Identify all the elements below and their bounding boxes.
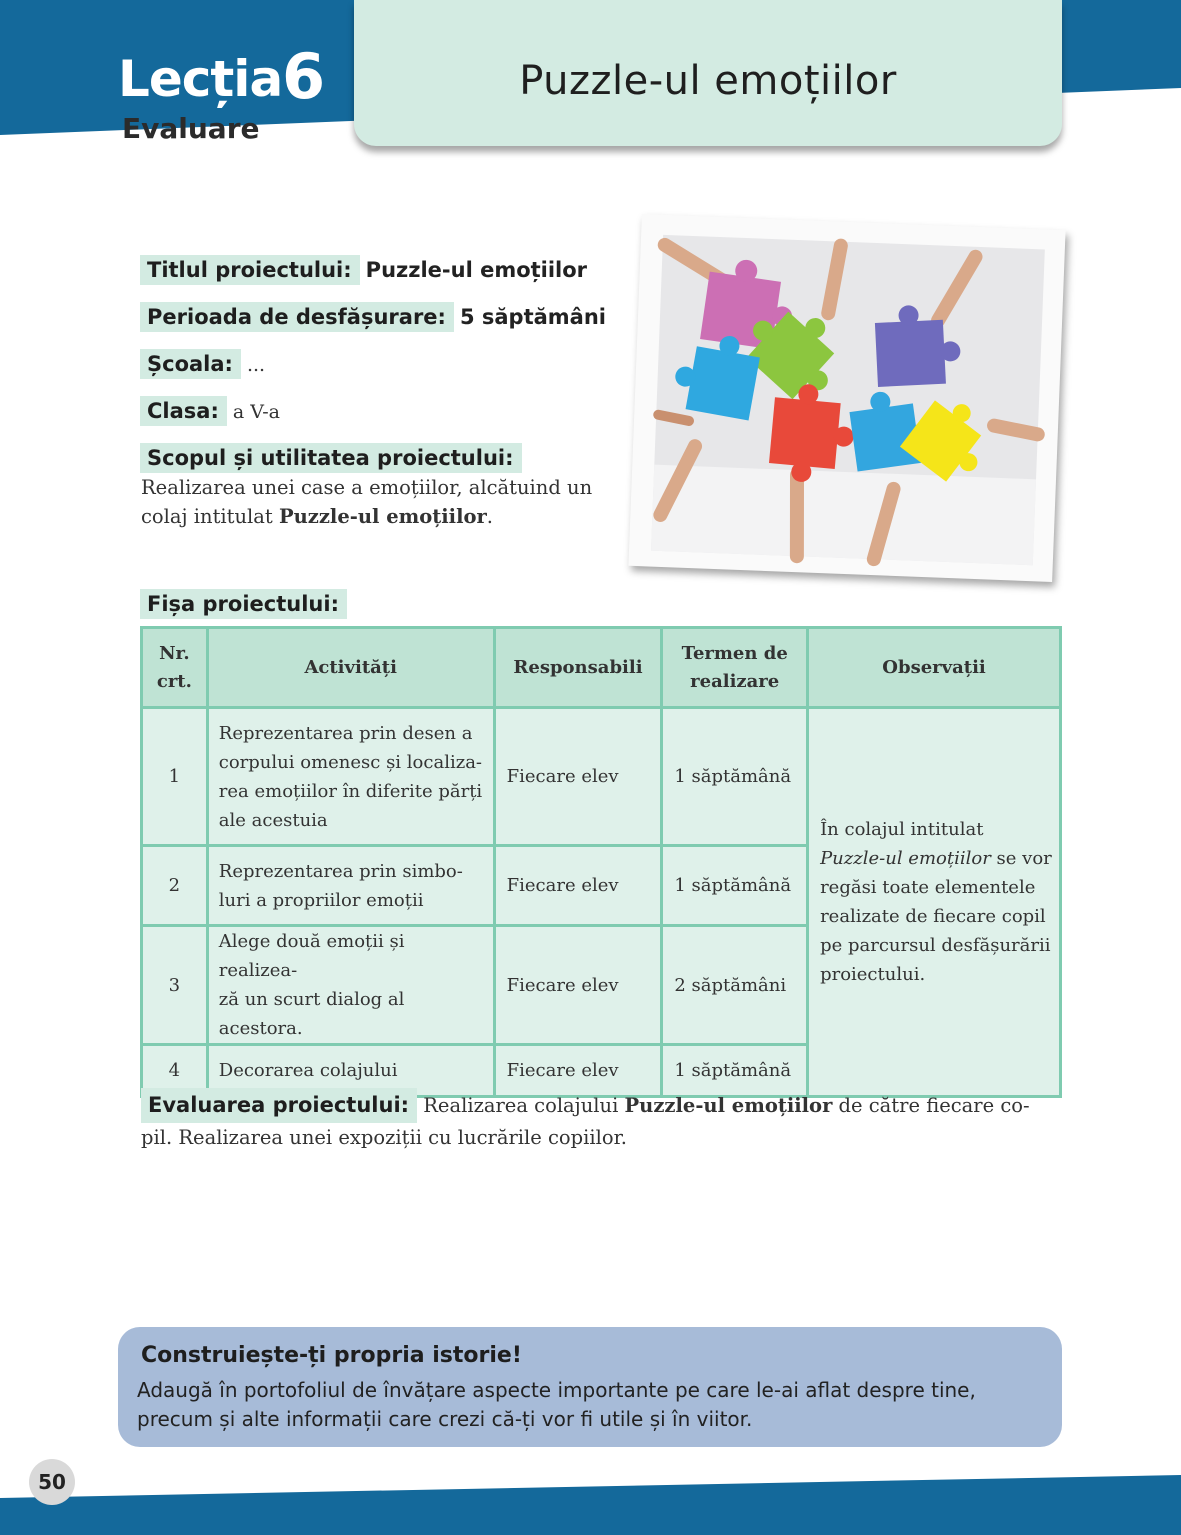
period-value: 5 săptămâni <box>459 305 606 329</box>
evaluation-paragraph <box>141 1088 1046 1152</box>
field-project-title <box>140 255 587 285</box>
history-box <box>118 1327 1062 1447</box>
row-nr: 3 <box>142 926 208 1045</box>
field-period <box>140 302 606 332</box>
footer-band <box>0 1470 1181 1535</box>
purpose-bold: Puzzle-ul emoțiilor <box>278 505 487 528</box>
header-observations: Observații <box>808 628 1061 708</box>
header-nr: Nr. crt. <box>142 628 208 708</box>
row-responsible: Fiecare elev <box>494 926 662 1045</box>
school-value: ... <box>246 354 266 376</box>
purpose-label: Scopul și utilitatea proiectului: <box>140 443 522 473</box>
row-nr: 4 <box>142 1045 208 1097</box>
header-responsible: Responsabili <box>494 628 662 708</box>
table-header-row <box>142 628 1061 708</box>
lesson-subtitle: Evaluare <box>122 112 260 145</box>
evaluation-label: Evaluarea proiectului: <box>141 1088 417 1123</box>
observations-cell: În colajul intitulat Puzzle-ul emoțiilor se vor regăsi toate elementele realizate de fiecare copil pe parcursul desfășurării proiectului. <box>808 708 1061 1097</box>
lesson-number: 6 <box>282 40 326 113</box>
row-deadline: 1 săptămână <box>662 1045 808 1097</box>
row-deadline: 1 săptămână <box>662 846 808 926</box>
project-title-label: Titlul proiectului: <box>140 255 360 285</box>
period-label: Perioada de desfășurare: <box>140 302 454 332</box>
row-activity: Reprezentarea prin simbo- luri a propriilor emoții <box>207 846 494 926</box>
header-activities: Activități <box>207 628 494 708</box>
title-panel <box>354 0 1062 146</box>
row-activity: Reprezentarea prin desen a corpului omenesc și localiza- rea emoțiilor în diferite părți ale acestuia <box>207 708 494 846</box>
purpose-line-1: Realizarea unei case a emoțiilor, alcătuind un <box>141 476 593 499</box>
row-nr: 2 <box>142 846 208 926</box>
history-text: Adaugă în portofoliul de învățare aspecte importante pe care le-ai aflat despre tine, precum și alte informații care crezi că-ți vor fi utile și în viitor. <box>137 1378 976 1431</box>
history-title: Construiește-ți propria istorie! <box>141 1343 522 1368</box>
field-purpose <box>140 443 522 473</box>
header-deadline: Termen de realizare <box>662 628 808 708</box>
row-responsible: Fiecare elev <box>494 708 662 846</box>
lesson-word: Lecția <box>118 50 283 108</box>
row-activity: Decorarea colajului <box>207 1045 494 1097</box>
row-deadline: 2 săptămâni <box>662 926 808 1045</box>
school-label: Școala: <box>140 349 241 379</box>
class-label: Clasa: <box>140 396 227 426</box>
purpose-line-2: colaj intitulat Puzzle-ul emoțiilor. <box>141 505 493 528</box>
row-deadline: 1 săptămână <box>662 708 808 846</box>
page-title: Puzzle-ul emoțiilor <box>519 58 897 104</box>
row-activity: Alege două emoții și realizea- ză un scurt dialog al acestora. <box>207 926 494 1045</box>
field-sheet <box>140 589 347 619</box>
puzzle-photo <box>628 214 1065 582</box>
evaluation-line-1: Evaluarea proiectului: Realizarea colajului Puzzle-ul emoțiilor de către fiecare co- <box>141 1088 1046 1123</box>
sheet-label: Fișa proiectului: <box>140 589 347 619</box>
row-responsible: Fiecare elev <box>494 846 662 926</box>
row-nr: 1 <box>142 708 208 846</box>
evaluation-line-2: pil. Realizarea unei expoziții cu lucrările copiilor. <box>141 1126 627 1149</box>
purpose-text <box>141 473 592 531</box>
evaluation-bold: Puzzle-ul emoțiilor <box>624 1094 833 1117</box>
page-number: 50 <box>29 1459 75 1505</box>
table-row <box>142 708 1061 846</box>
field-school <box>140 349 265 379</box>
project-table <box>140 626 1062 1098</box>
project-title-value: Puzzle-ul emoțiilor <box>365 258 588 282</box>
class-value: a V-a <box>232 401 280 423</box>
hands-puzzle-icon <box>628 214 1065 582</box>
row-responsible: Fiecare elev <box>494 1045 662 1097</box>
field-class <box>140 396 280 426</box>
